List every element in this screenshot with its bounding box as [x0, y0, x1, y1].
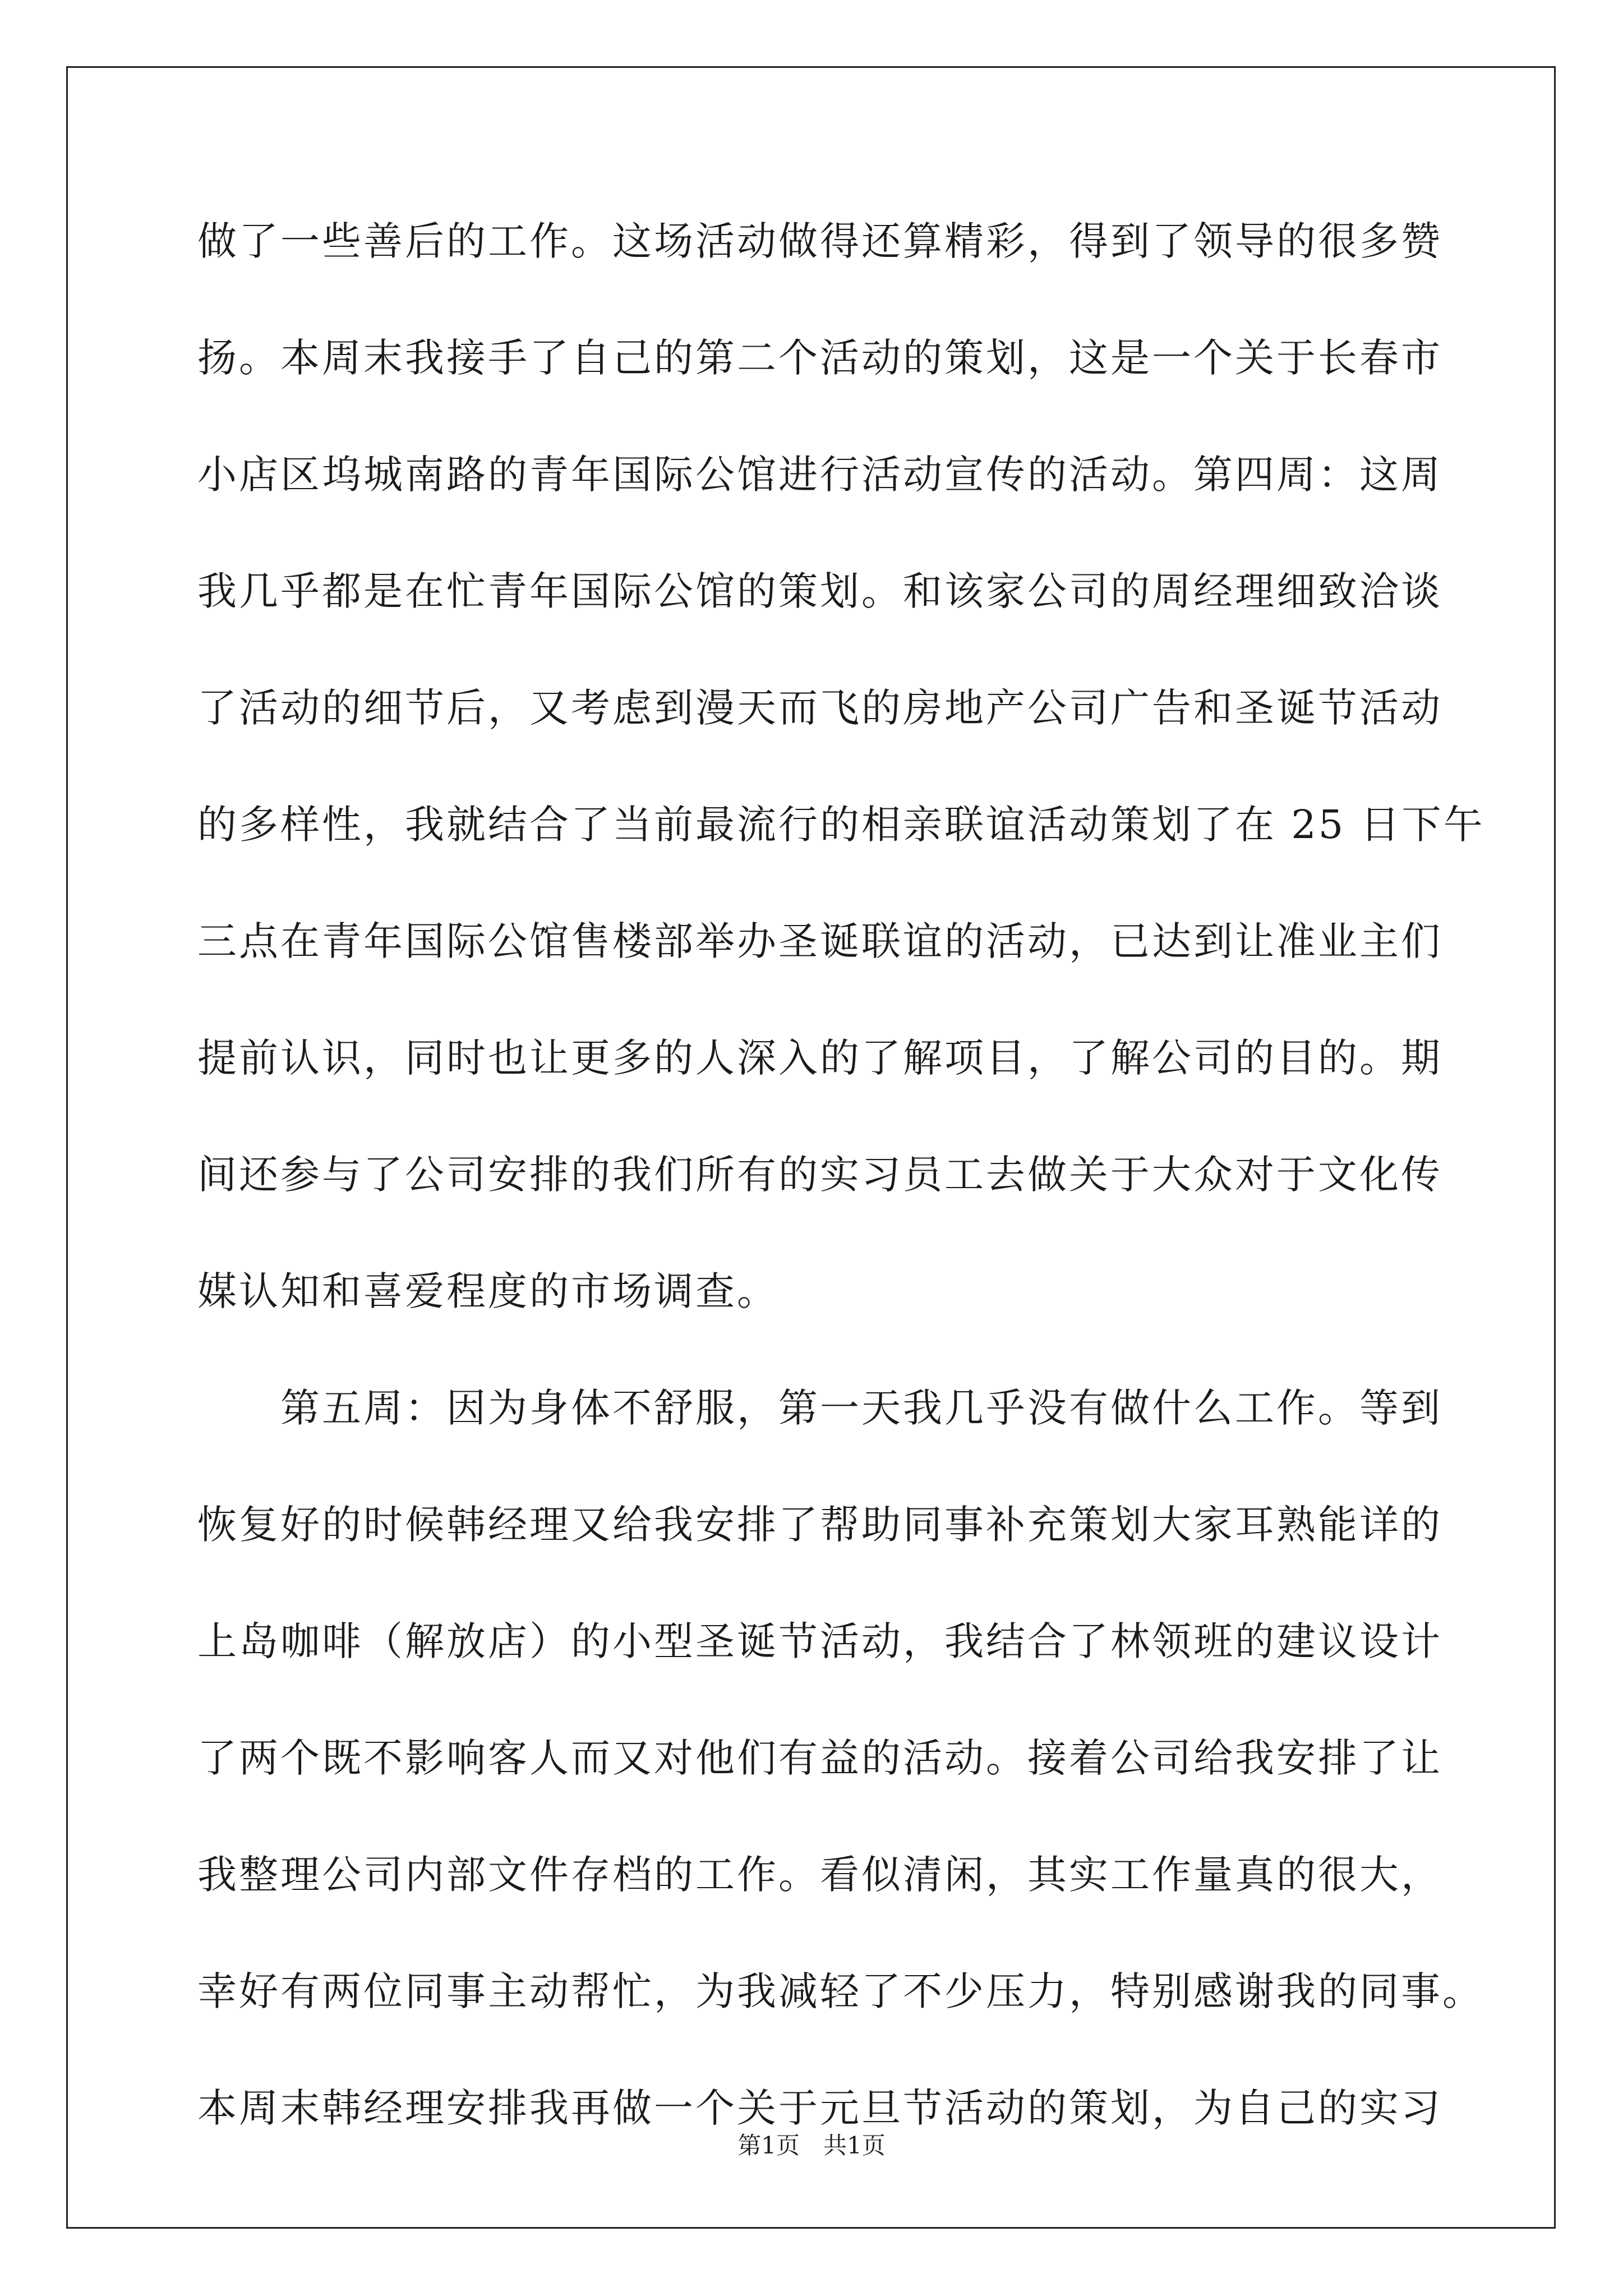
text-line-5: 了活动的细节后，又考虑到漫天而飞的房地产公司广告和圣诞节活动 [197, 685, 1442, 731]
text-line-1: 做了一些善后的工作。这场活动做得还算精彩，得到了领导的很多赞 [197, 218, 1442, 264]
text-line-13: 上岛咖啡（解放店）的小型圣诞节活动，我结合了林领班的建议设计 [197, 1618, 1442, 1664]
text-line-17: 本周末韩经理安排我再做一个关于元旦节活动的策划，为自己的实习 [197, 2085, 1442, 2131]
text-line-14: 了两个既不影响客人而又对他们有益的活动。接着公司给我安排了让 [197, 1735, 1442, 1781]
text-line-6: 的多样性，我就结合了当前最流行的相亲联谊活动策划了在 25 日下午 [197, 802, 1485, 848]
text-line-2: 扬。本周末我接手了自己的第二个活动的策划，这是一个关于长春市 [197, 335, 1442, 381]
text-line-12: 恢复好的时候韩经理又给我安排了帮助同事补充策划大家耳熟能详的 [197, 1502, 1442, 1548]
text-line-4: 我几乎都是在忙青年国际公馆的策划。和该家公司的周经理细致洽谈 [197, 568, 1442, 614]
text-line-15: 我整理公司内部文件存档的工作。看似清闲，其实工作量真的很大， [197, 1852, 1442, 1898]
text-line-11: 第五周：因为身体不舒服，第一天我几乎没有做什么工作。等到 [197, 1385, 1442, 1431]
text-line-16: 幸好有两位同事主动帮忙，为我减轻了不少压力，特别感谢我的同事。 [197, 1968, 1484, 2014]
text-line-3: 小店区坞城南路的青年国际公馆进行活动宣传的活动。第四周：这周 [197, 452, 1442, 498]
text-line-10: 媒认知和喜爱程度的市场调查。 [197, 1268, 778, 1314]
text-line-9: 间还参与了公司安排的我们所有的实习员工去做关于大众对于文化传 [197, 1152, 1442, 1198]
text-line-8: 提前认识，同时也让更多的人深入的了解项目，了解公司的目的。期 [197, 1035, 1442, 1081]
page-footer: 第1页 共1页 [737, 2132, 886, 2159]
text-line-7: 三点在青年国际公馆售楼部举办圣诞联谊的活动，已达到让准业主们 [197, 918, 1442, 964]
